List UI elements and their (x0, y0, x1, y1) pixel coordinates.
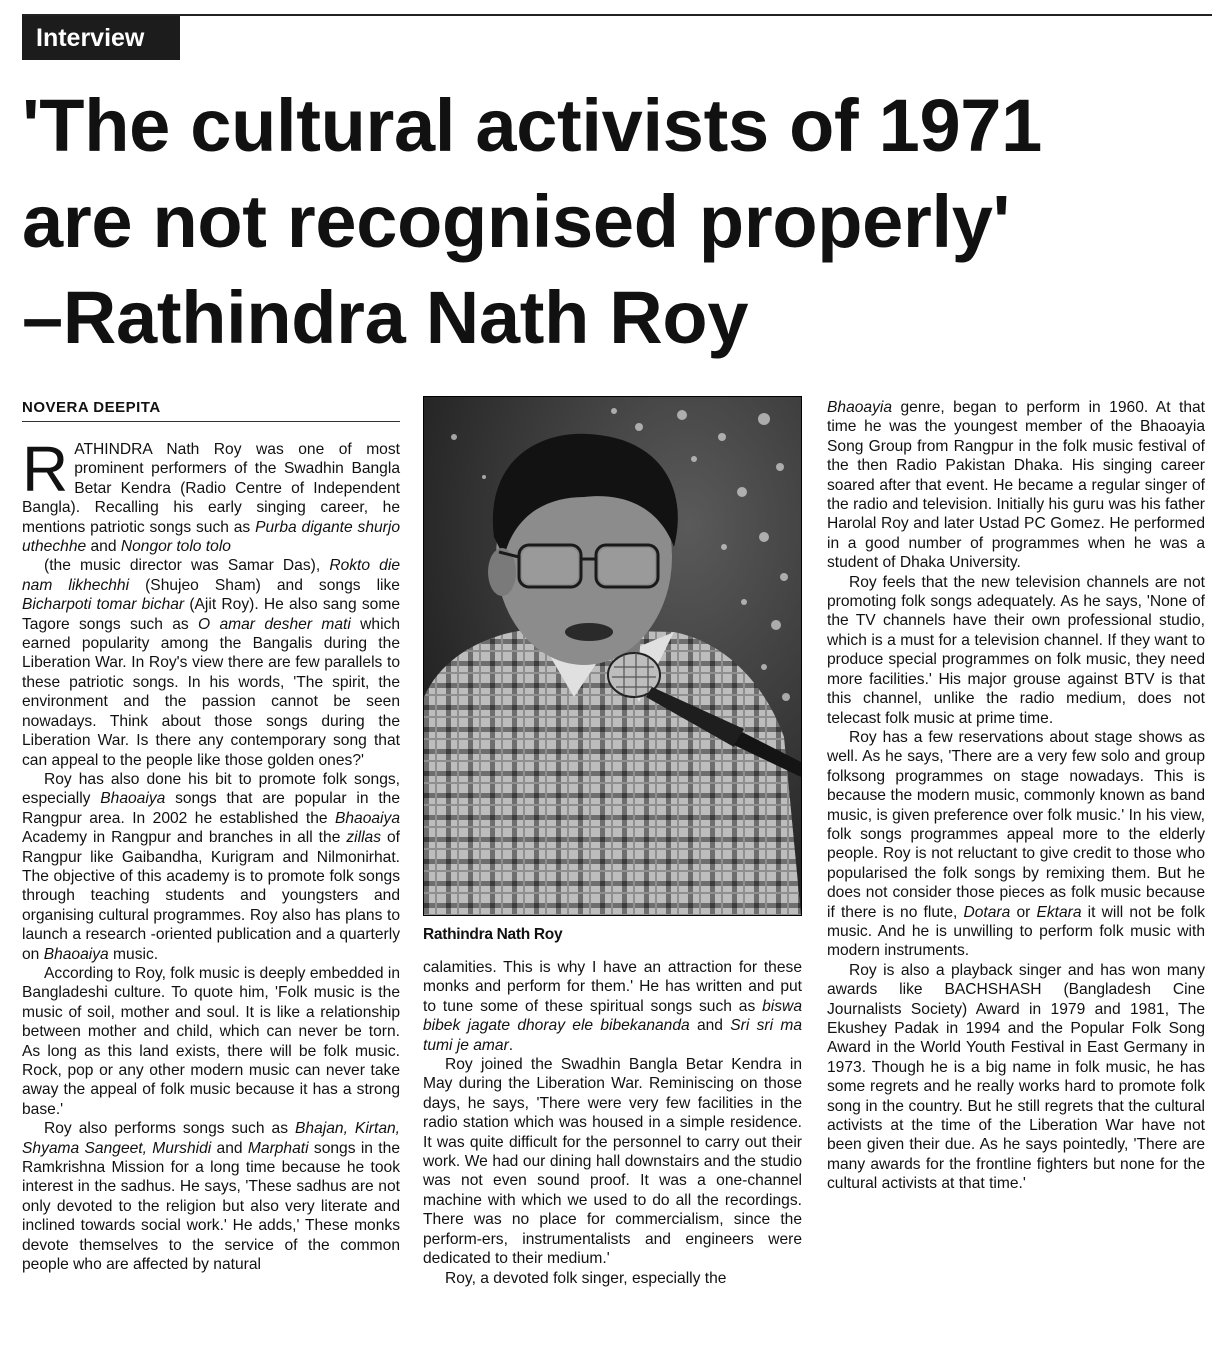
paragraph: Roy, a devoted folk singer, especially the (445, 1269, 727, 1287)
paragraph: Roy joined the Swadhin Bangla Betar Kendra in May during the Liberation War. Reminiscing on those days, he says, 'There were very few facilities in the radio station which was housed in a simple residence. It was quite difficult for the personnel to carry out their work. We had our dining hall downstairs and the studio was not even sound proof. It was a one-channel machine with which we used to do all the recordings. There was no place for commercialism, since the perform-ers, instrumentalists and engineers were dedicated to their medium.' (423, 1056, 802, 1268)
singer-photo (423, 396, 802, 916)
paragraph: calamities. This is why I have an attraction for these monks and perform for them.' He has written and put to tune some of these spiritual songs such as biswa bibek jagate dhoray ele bibekananda and Sri sri ma tumi je amar. (423, 959, 802, 1054)
section-label: Interview (22, 16, 180, 60)
headline-line-3: –Rathindra Nath Roy (22, 276, 749, 359)
headline-line-2: are not recognised properly' (22, 180, 1010, 263)
paragraph: Roy feels that the new television channels are not promoting folk songs adequately. As he says, 'None of the TV channels have their own professional studio, which is a must for a television channel. If they want to produce special programmes on folk music, they need more facilities.' His major grouse against BTV is that this channel, unlike the radio medium, does not telecast folk music at prime time. (827, 573, 1205, 727)
photo-caption: Rathindra Nath Roy (423, 926, 563, 943)
drop-cap: R (22, 433, 69, 505)
paragraph: RATHINDRA Nath Roy was one of most prominent performers of the Swadhin Bangla Betar Kendra (Radio Centre of Independent Bangla). Recalling his early singing career, he mentions patriotic songs such as Purba digante shurjo uthechhe and Nongor tolo tolo (22, 433, 400, 556)
paragraph: Roy also performs songs such as Bhajan, Kirtan, Shyama Sangeet, Murshidi and Marphati songs in the Ramkrishna Mission for a long time because he took interest in the sadhus. He says, 'These sadhus are not only devoted to the religion but also very literate and inclined towards social work.' He adds,' These monks devote themselves to the service of the common people who are affected by natural (22, 1120, 400, 1274)
headline (22, 78, 1212, 366)
paragraph: Bhaoayia genre, began to perform in 1960. At that time he was the youngest member of the Bhaoayia Song Group from Rangpur in the folk music festival of the then Radio Pakistan Dhaka. His singing career soared after that event. He became a regular singer of the radio and television. Initially his guru was his father Harolal Roy and later Ustad PC Gomez. He performed in a good number of programmes when he was a student of Dhaka University. (827, 399, 1205, 572)
paragraph: Roy has also done his bit to promote folk songs, especially Bhaoaiya songs that are popular in the Rangpur area. In 2002 he established the Bhaoaiya Academy in Rangpur and branches in all the zillas of Rangpur like Gaibandha, Kurigram and Nilmonirhat. The objective of this academy is to promote folk songs through teaching students and youngsters and organising cultural programmes. Roy also has plans to launch a research -oriented publication and a quarterly on Bhaoaiya music. (22, 770, 400, 963)
article-column-3 (827, 398, 1205, 1194)
paragraph: According to Roy, folk music is deeply embedded in Bangladeshi culture. To quote him, 'Folk music is the music of soil, mother and soul. It is like a relationship between mother and child, which can never be torn. As long as this land exists, there will be folk music. Rock, pop or any other modern music can never take away the appeal of folk music because it has a strong base.' (22, 964, 400, 1118)
paragraph: Roy is also a playback singer and has won many awards like BACHSHASH (Bangladesh Cine Journalists Society) Award in 1979 and 1981, The Ekushey Padak in 1994 and the Popular Folk Song Award in the World Youth Festival in East Germany in 1973. Though he is a big name in folk music, he has some regrets and he really works hard to promote folk song in the country. But he still regrets that the cultural activists at the time of the Liberation War have not been given their due. As he says pointedly, 'There are many awards for the frontline fighters but none for the cultural activists at that time.' (827, 961, 1205, 1193)
headline-line-1: 'The cultural activists of 1971 (22, 84, 1043, 167)
singer-photo-illustration (424, 397, 801, 915)
paragraph: (the music director was Samar Das), Rokto die nam likhechhi (Shujeo Sham) and songs like Bicharpoti tomar bichar (Ajit Roy). He also sang some Tagore songs such as O amar desher mati which earned popularity among the Bangalis during the Liberation War. In Roy's view there are few parallels to these patriotic songs. In his words, 'The spirit, the environment and the passion cannot be seen nowadays. Think about those songs during the Liberation War. Is there any contemporary song that can appeal to the people like those golden ones?' (22, 557, 401, 769)
article-column-1 (22, 433, 401, 1274)
byline: NOVERA DEEPITA (22, 399, 400, 422)
top-rule (22, 14, 1212, 16)
article-column-2 (423, 958, 802, 1288)
paragraph: Roy has a few reservations about stage shows as well. As he says, 'There are a very few solo and group folksong programmes on stage nowadays. This is because the modern music, commonly known as band music, is given preference over folk music.' In his view, folk songs programmes appeal more to the elderly people. Roy is not reluctant to give credit to those who popularised the folk songs by remixing them. But he does not consider those pieces as folk music because if there is no flute, Dotara or Ektara it will not be folk music. And he is unwilling to perform folk music with modern instruments. (827, 728, 1205, 960)
